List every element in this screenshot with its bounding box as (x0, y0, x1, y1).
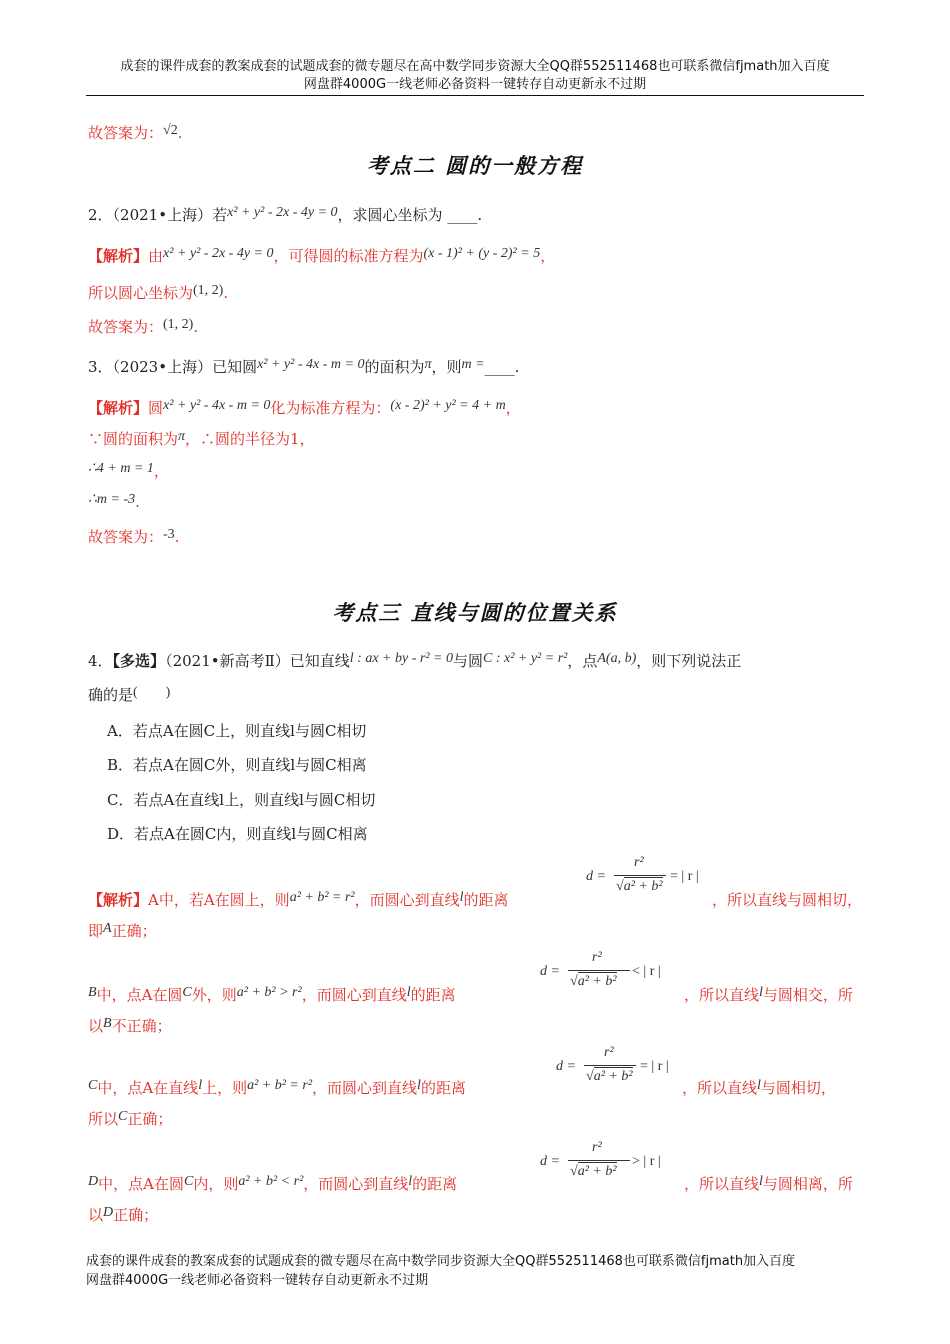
q4-solution-d-tail: ，所以直线l与圆相离，所 (684, 1174, 853, 1193)
q4-solution-b: B中，点A在圆C外，则a² + b² > r²，而圆心到直线l的距离 (88, 985, 456, 1004)
distance-formula-a: d = r² √a² + b² = | r | (586, 855, 699, 894)
q2-solution-1: 【解析】由x² + y² - 2x - 4y = 0，可得圆的标准方程为(x - 1)² + (y - 2)² = 5， (88, 246, 556, 265)
q4-solution-a-2: 即A正确； (88, 921, 157, 940)
q3-solution-1: 【解析】圆x² + y² - 4x - m = 0化为标准方程为：(x - 2)² + y² = 4 + m， (88, 398, 521, 417)
header-line-2: 网盘群4000G一线老师必备资料一键转存自动更新永不过期 (303, 77, 647, 92)
q4-solution-b-tail: ，所以直线l与圆相交，所 (684, 985, 853, 1004)
q4-solution-d-2: 以D正确； (88, 1205, 159, 1224)
footer-line-2: 网盘群4000G一线老师必备资料一键转存自动更新永不过期 (86, 1273, 429, 1288)
q3-solution-4: ∴m = -3. (88, 492, 140, 511)
q4-solution-c-2: 所以C正确； (88, 1109, 173, 1128)
question-2: 2．（2021•上海）若x² + y² - 2x - 4y = 0，求圆心坐标为 ____. (88, 205, 483, 224)
q4-solution-a-tail: ，所以直线与圆相切， (712, 891, 863, 909)
q4-solution-a: 【解析】A中，若A在圆上，则a² + b² = r²，而圆心到直线l的距离 (88, 890, 509, 909)
option-b: B．若点A在圆C外，则直线l与圆C相离 (107, 756, 367, 774)
option-c: C．若点A在直线l上，则直线l与圆C相切 (107, 791, 376, 809)
sqrt2: √2 (163, 123, 178, 138)
q4-solution-c-tail: ，所以直线l与圆相切， (682, 1078, 836, 1097)
footer-line-1: 成套的课件成套的教案成套的试题成套的微专题尽在高中数学同步资源大全QQ群552511468也可联系微信fjmath加入百度 (86, 1254, 796, 1269)
header-line-1: 成套的课件成套的教案成套的试题成套的微专题尽在高中数学同步资源大全QQ群552511468也可联系微信fjmath加入百度 (120, 59, 830, 74)
option-a: A．若点A在圆C上，则直线l与圆C相切 (107, 722, 367, 740)
q4-solution-c: C中，点A在直线l上，则a² + b² = r²，而圆心到直线l的距离 (88, 1078, 466, 1097)
section-heading-3: 考点三 直线与圆的位置关系 (332, 600, 618, 625)
distance-formula-b: d = r² √a² + b² < | r | (540, 950, 661, 989)
distance-formula-c: d = r² √a² + b² = | r | (556, 1045, 669, 1084)
distance-formula-d: d = r² √a² + b² > | r | (540, 1140, 661, 1179)
header-divider (86, 95, 864, 96)
q4-solution-d: D中，点A在圆C内，则a² + b² < r²，而圆心到直线l的距离 (88, 1174, 458, 1193)
question-4: 4．【多选】（2021•新高考Ⅱ）已知直线l : ax + by - r² = 0与圆C : x² + y² = r²，点A(a, b)，则下列说法正 (88, 651, 742, 670)
question-3: 3．（2023•上海）已知圆x² + y² - 4x - m = 0的面积为π，则m =____. (88, 357, 520, 376)
q3-answer: 故答案为：-3. (88, 527, 180, 546)
top-answer: 故答案为：√2. (88, 123, 183, 142)
q2-answer: 故答案为：(1, 2). (88, 317, 199, 336)
q3-solution-2: ∵圆的面积为π，∴圆的半径为1， (88, 429, 315, 448)
page-footer (86, 1252, 826, 1290)
section-heading-2: 考点二 圆的一般方程 (366, 153, 584, 178)
page-header (86, 58, 864, 94)
q3-solution-3: ∴4 + m = 1， (88, 461, 169, 480)
question-4-cont: 确的是( ) (88, 685, 171, 704)
q4-solution-b-2: 以B不正确； (88, 1016, 172, 1035)
q2-solution-2: 所以圆心坐标为(1, 2). (88, 283, 229, 302)
option-d: D．若点A在圆C内，则直线l与圆C相离 (107, 825, 368, 843)
